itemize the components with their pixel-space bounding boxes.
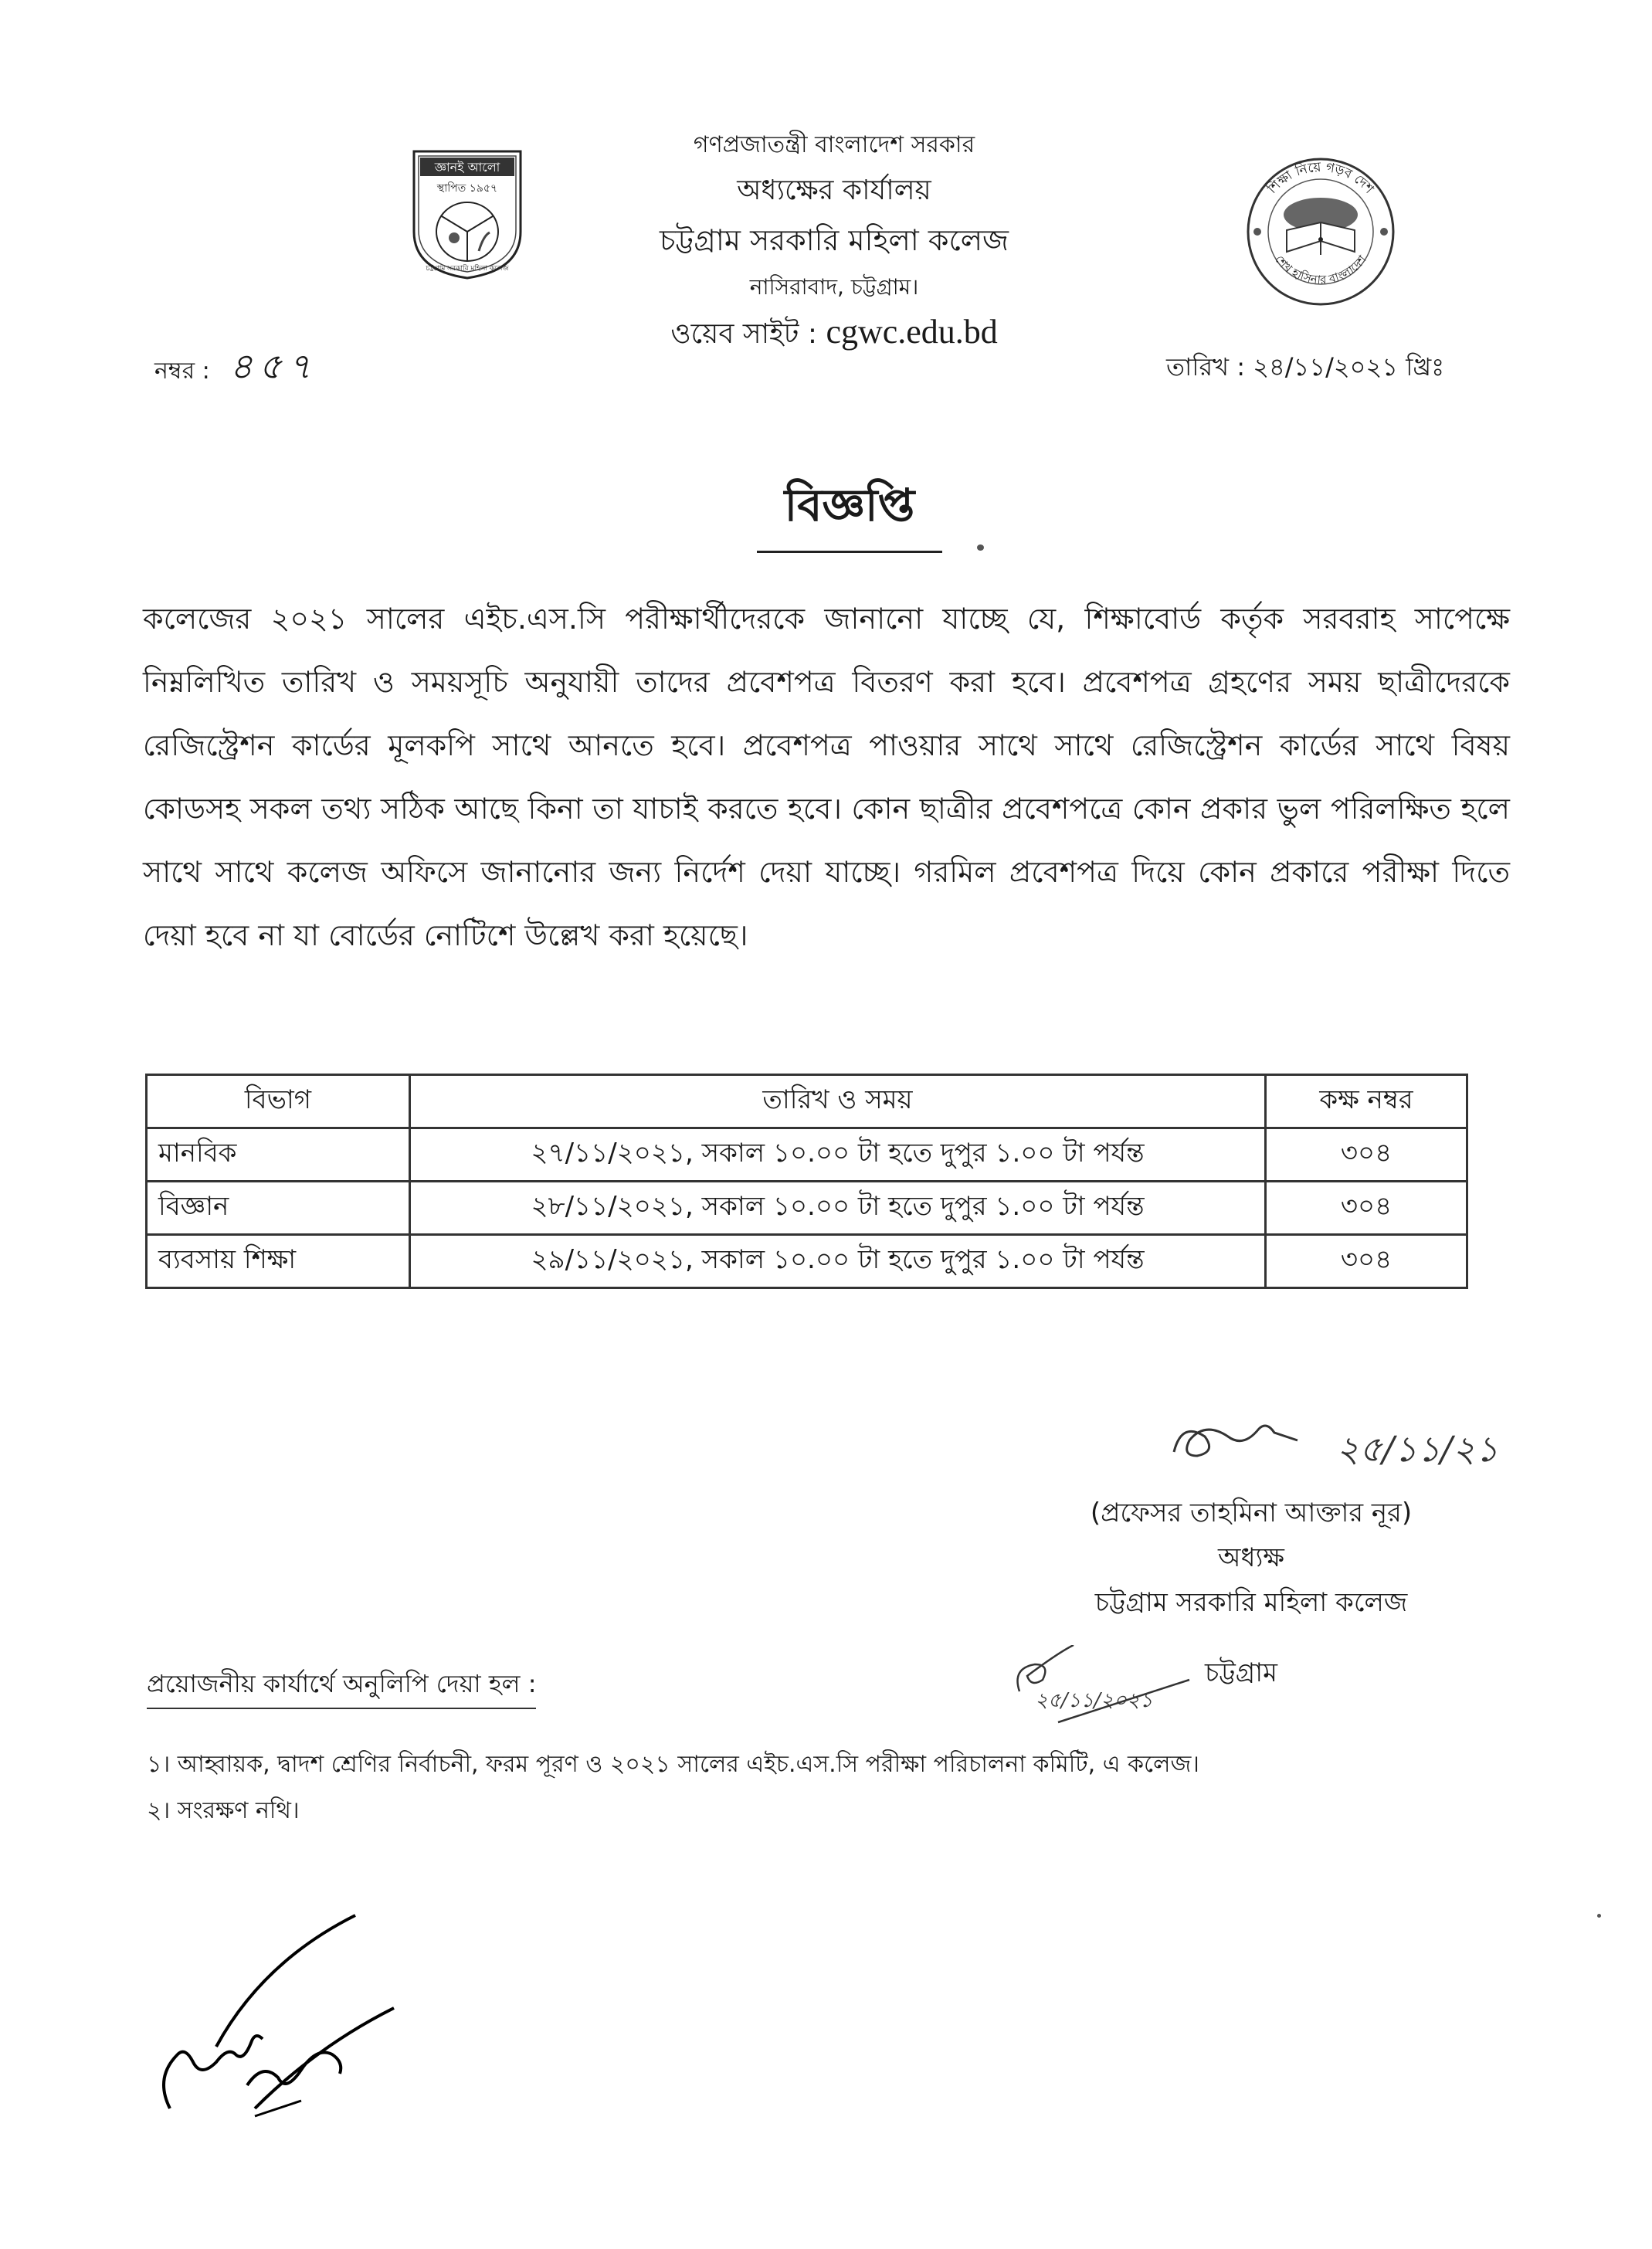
bottom-signature (139, 1877, 463, 2124)
ink-speck (977, 544, 984, 551)
cell-group: মানবিক (147, 1128, 410, 1182)
signatory-institution: চট্টগ্রাম সরকারি মহিলা কলেজ (1094, 1587, 1408, 1618)
website-label: ওয়েব সাইট : (670, 318, 817, 350)
signatory-name: (প্রফেসর তাহমিনা আক্তার নূর) (1090, 1498, 1413, 1528)
list-item: ২। সংরক্ষণ নথি। (147, 1797, 300, 1824)
college-emblem-logo (409, 147, 525, 282)
copy-to-list (147, 1742, 1506, 1834)
cell-group: ব্যবসায় শিক্ষা (147, 1235, 410, 1288)
header-group: বিভাগ (147, 1075, 410, 1128)
institution-name: চট্টগ্রাম সরকারি মহিলা কলেজ (659, 223, 1009, 257)
notice-body: কলেজের ২০২১ সালের এইচ.এস.সি পরীক্ষার্থীদেরকে জানানো যাচ্ছে যে, শিক্ষাবোর্ড কর্তৃক সরবরাহ সাপেক্ষে নিম্নলিখিত তারিখ ও সময়সূচি অনুযায়ী তাদের প্রবেশপত্র বিতরণ করা হবে। প্রবেশপত্র গ্রহণের সময় ছাত্রীদেরকে রেজিস্ট্রেশন কার্ডের মূলকপি সাথে আনতে হবে। প্রবেশপত্র পাওয়ার সাথে সাথে রেজিস্ট্রেশন কার্ডের সাথে বিষয় কোডসহ সকল তথ্য সঠিক আছে কিনা তা যাচাই করতে হবে। কোন ছাত্রীর প্রবেশপত্রে কোন প্রকার ভুল পরিলক্ষিত হলে সাথে সাথে কলেজ অফিসে জানানোর জন্য নির্দেশ দেয়া যাচ্ছে। গরমিল প্রবেশপত্র দিয়ে কোন প্রকারে পরীক্ষা দিতে দেয়া হবে না যা বোর্ডের নোটিশে উল্লেখ করা হয়েছে। (143, 602, 1510, 952)
cell-schedule: ২৮/১১/২০২১, সকাল ১০.০০ টা হতে দুপুর ১.০০ টা পর্যন্ত (410, 1182, 1266, 1235)
cell-room: ৩০৪ (1266, 1128, 1467, 1182)
principal-signature (1166, 1413, 1560, 1475)
signature-date: ২৫/১১/২১ (1336, 1428, 1499, 1470)
institution-address: নাসিরাবাদ, চট্টগ্রাম। (749, 274, 919, 300)
seal-top-text: শিক্ষা নিয়ে গড়ব দেশ (1264, 159, 1377, 197)
website-line (587, 309, 1081, 358)
table-row (147, 1235, 1467, 1288)
cell-room: ৩০৪ (1266, 1182, 1467, 1235)
emblem-name: চট্টগ্রাম সরকারি মহিলা কলেজ (426, 265, 509, 273)
date-label: তারিখ : (1166, 352, 1246, 382)
office-name: অধ্যক্ষের কার্যালয় (737, 175, 931, 206)
admit-card-schedule-table (145, 1074, 1468, 1289)
cell-room: ৩০৪ (1266, 1235, 1467, 1288)
reference-number (154, 340, 317, 399)
table-header-row (147, 1075, 1467, 1128)
emblem-motto: জ্ঞানই আলো (434, 160, 500, 175)
cell-group: বিজ্ঞান (147, 1182, 410, 1235)
ink-speck (1597, 1914, 1601, 1918)
cell-schedule: ২৭/১১/২০২১, সকাল ১০.০০ টা হতে দুপুর ১.০০ টা পর্যন্ত (410, 1128, 1266, 1182)
table-row (147, 1128, 1467, 1182)
seal-bottom-text: শেখ হাসিনার বাংলাদেশ (1272, 252, 1369, 287)
government-name: গণপ্রজাতন্ত্রী বাংলাদেশ সরকার (693, 131, 975, 158)
header-room: কক্ষ নম্বর (1266, 1075, 1467, 1128)
reference-label: নম্বর : (154, 358, 210, 385)
table-row (147, 1182, 1467, 1235)
mujib-seal-logo (1243, 154, 1398, 309)
header-schedule: তারিখ ও সময় (410, 1075, 1266, 1128)
cell-schedule: ২৯/১১/২০২১, সকাল ১০.০০ টা হতে দুপুর ১.০০ টা পর্যন্ত (410, 1235, 1266, 1288)
emblem-established: স্থাপিত ১৯৫৭ (436, 182, 498, 195)
initial-signature (1004, 1645, 1205, 1730)
letterhead (587, 124, 1081, 358)
initial-date: ২৫/১১/২০২১ (1035, 1689, 1153, 1712)
issue-date (1166, 348, 1444, 389)
website-link[interactable]: cgwc.edu.bd (826, 313, 998, 351)
reference-value: ৪৫৭ (229, 345, 317, 387)
date-value: ২৪/১১/২০২১ খ্রিঃ (1253, 352, 1445, 382)
signatory-designation: অধ্যক্ষ (1218, 1542, 1284, 1573)
signatory-block (1019, 1491, 1483, 1625)
notice-title: বিজ্ঞপ্তি (757, 471, 942, 553)
signatory-city: চট্টগ্রাম (1205, 1657, 1277, 1688)
copy-to-heading: প্রয়োজনীয় কার্যার্থে অনুলিপি দেয়া হল : (147, 1664, 536, 1709)
list-item: ১। আহ্বায়ক, দ্বাদশ শ্রেণির নির্বাচনী, ফরম পূরণ ও ২০২১ সালের এইচ.এস.সি পরীক্ষা পরিচালনা কমিটি, এ কলেজ। (147, 1751, 1200, 1778)
